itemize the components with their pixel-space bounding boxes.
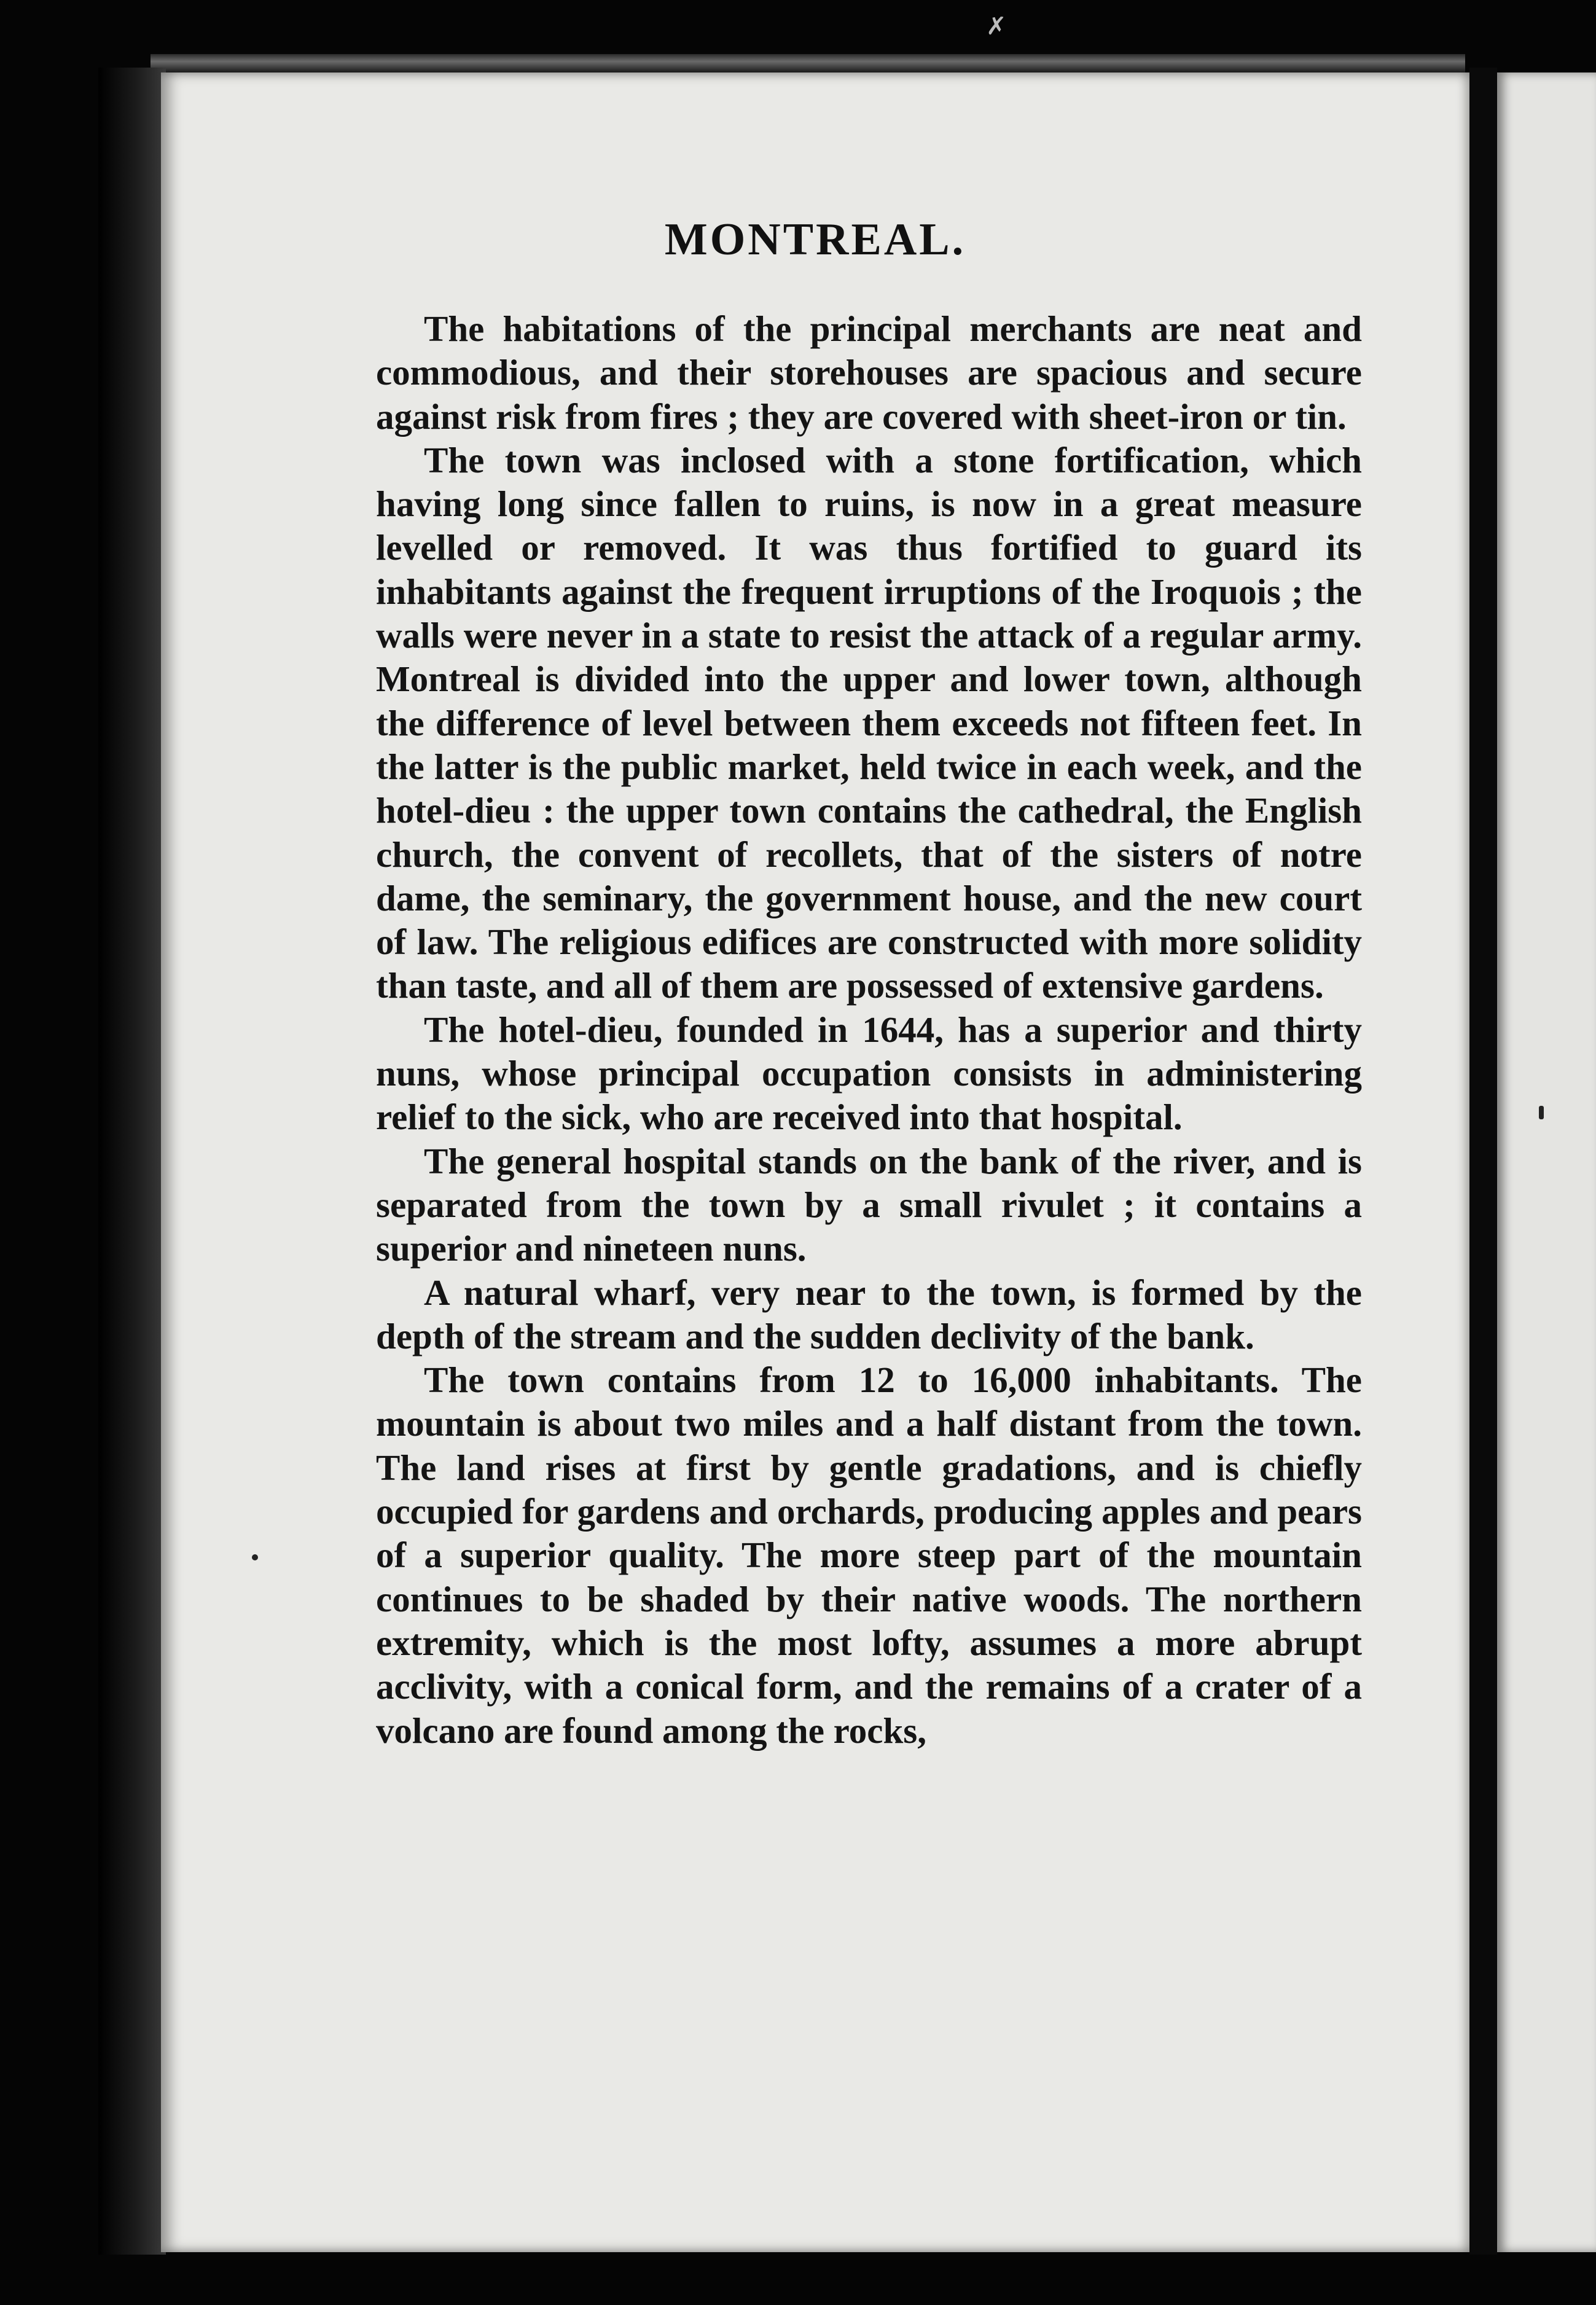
paragraph: The habitations of the principal merchants are neat and commodious, and their storehouses are spacious and secure against risk from fires ; they are covered with sheet-iron or tin. <box>376 308 1362 437</box>
paragraph: The town was inclosed with a stone fortification, which having long since fallen to ruins, is now in a great measure levelled or removed. It was thus fortified to guard its inhabitants against the frequent irruptions of the Iroquois ; the walls were never in a state to resist the attack of a regular army. Montreal is divided into the upper and lower town, although the difference of level between them exceeds not fifteen feet. In the latter is the public market, held twice in each week, and the hotel-dieu : the upper town contains the cathedral, the English church, the convent of recollets, that of the sisters of notre dame, the seminary, the government house, and the new court of law. The religious edifices are constructed with more solidity than taste, and all of them are possessed of extensive gardens. <box>376 439 1362 1006</box>
page-stack-shadow <box>98 68 166 2255</box>
book-gutter <box>1469 68 1497 2255</box>
paragraph: A natural wharf, very near to the town, is formed by the depth of the stream and the sudden declivity of the bank. <box>376 1272 1362 1356</box>
scan-artifact-mark: ✗ <box>986 12 1007 41</box>
body-text <box>376 307 1362 1753</box>
ink-speck <box>252 1554 258 1560</box>
running-head: MONTREAL. <box>664 214 966 265</box>
ink-speck <box>1539 1106 1544 1119</box>
facing-page-edge <box>1497 72 1596 2252</box>
paragraph: The general hospital stands on the bank of the river, and is separated from the town by a small rivulet ; it contains a superior and nineteen nuns. <box>376 1140 1362 1269</box>
paragraph: The town contains from 12 to 16,000 inhabitants. The mountain is about two miles and a half distant from the town. The land rises at first by gentle gradations, and is chiefly occupied for gardens and orchards, producing apples and pears of a superior quality. The more steep part of the mountain continues to be shaded by their native woods. The northern extremity, which is the most lofty, assumes a more abrupt acclivity, with a conical form, and the remains of a crater of a volcano are found among the rocks, <box>376 1360 1362 1751</box>
paragraph: The hotel-dieu, founded in 1644, has a superior and thirty nuns, whose principal occupation consists in administering relief to the sick, who are received into that hospital. <box>376 1009 1362 1138</box>
book-top-edge <box>151 54 1465 72</box>
